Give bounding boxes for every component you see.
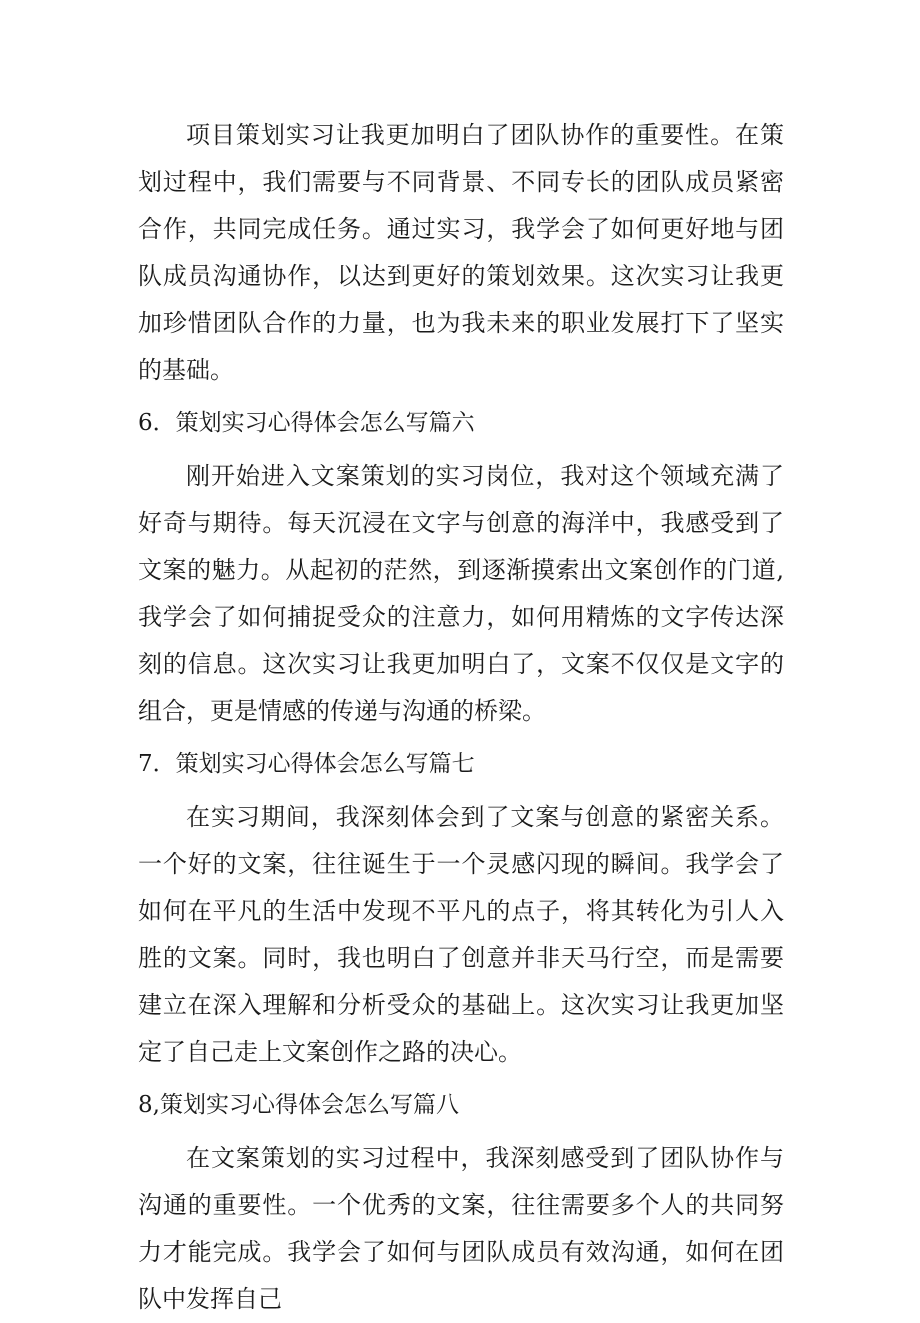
section-heading-6: 6．策划实习心得体会怎么写篇六 <box>138 410 475 436</box>
paragraph-teamwork: 项目策划实习让我更加明白了团队协作的重要性。在策划过程中，我们需要与不同背景、不同专长的团队成员紧密合作，共同完成任务。通过实习，我学会了如何更好地与团队成员沟通协作，以达到更好的策划效果。这次实习让我更加珍惜团队合作的力量，也为我未来的职业发展打下了坚实的基础。 <box>138 121 784 384</box>
document-page <box>138 112 784 1323</box>
paragraph-communication: 在文案策划的实习过程中，我深刻感受到了团队协作与沟通的重要性。一个优秀的文案，往往需要多个人的共同努力才能完成。我学会了如何与团队成员有效沟通，如何在团队中发挥自己 <box>138 1144 784 1313</box>
paragraph-copywriting-start: 刚开始进入文案策划的实习岗位，我对这个领域充满了好奇与期待。每天沉浸在文字与创意的海洋中，我感受到了文案的魅力。从起初的茫然，到逐渐摸索出文案创作的门道,我学会了如何捕捉受众的注意力，如何用精炼的文字传达深刻的信息。这次实习让我更加明白了，文案不仅仅是文字的组合，更是情感的传递与沟通的桥梁。 <box>138 462 784 725</box>
section-heading-7: 7．策划实习心得体会怎么写篇七 <box>138 751 475 777</box>
paragraph-creativity: 在实习期间，我深刻体会到了文案与创意的紧密关系。一个好的文案，往往诞生于一个灵感闪现的瞬间。我学会了如何在平凡的生活中发现不平凡的点子，将其转化为引人入胜的文案。同时，我也明白了创意并非天马行空，而是需要建立在深入理解和分析受众的基础上。这次实习让我更加坚定了自己走上文案创作之路的决心。 <box>138 803 784 1066</box>
section-heading-8: 8,策划实习心得体会怎么写篇八 <box>138 1092 459 1118</box>
